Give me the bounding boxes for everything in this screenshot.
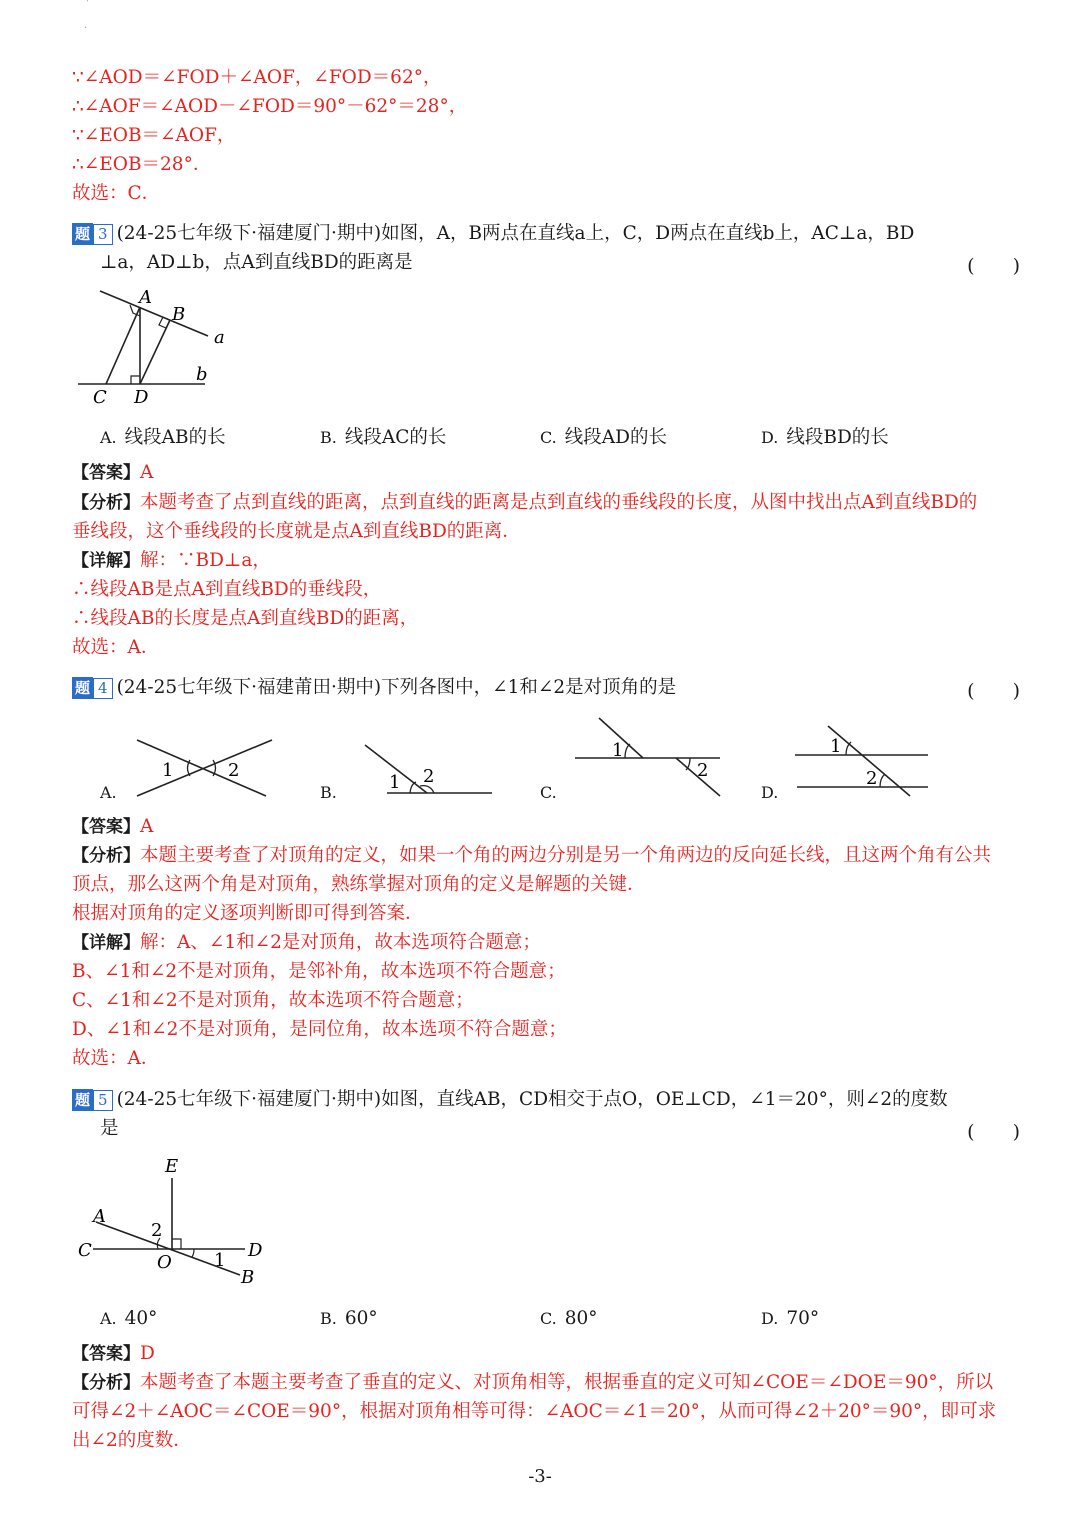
question-3-stem: 题 3 (24-25七年级下·福建厦门·期中)如图，A，B两点在直线a上，C，D两点在直线b上，AC⊥a，BD: [72, 222, 914, 246]
option-c: C. 线段AD的长: [540, 427, 667, 448]
option-c: C. 80°: [540, 1308, 598, 1329]
option-d: D. 线段BD的长: [761, 427, 889, 448]
answer-line: 【答案】A: [72, 816, 154, 837]
fig-label: a: [214, 327, 225, 348]
solution-line: ∵∠EOB＝∠AOF，: [72, 125, 236, 146]
analysis-line: 出∠2的度数．: [72, 1430, 192, 1451]
question-badge: 题 4: [72, 677, 113, 699]
fig-label: O: [157, 1252, 172, 1273]
detail-line: C、∠1和∠2不是对顶角，故本选项不符合题意；: [72, 990, 474, 1011]
detail-line: ∴线段AB的长度是点A到直线BD的距离，: [72, 608, 419, 629]
option-d: D. 70°: [761, 1308, 820, 1329]
final-choice: 故选：A．: [72, 637, 160, 658]
header-mark: ': [86, 0, 89, 9]
fig-label: D: [134, 387, 149, 408]
fig-label: A: [93, 1206, 106, 1227]
fig-label: C: [78, 1240, 92, 1261]
detail-line: 【详解】解：∵BD⊥a，: [72, 550, 271, 571]
question-4-stem: 题 4 (24-25七年级下·福建莆田·期中)下列各图中，∠1和∠2是对顶角的是: [72, 676, 676, 700]
fig-label: C: [93, 387, 107, 408]
fig-label: D: [248, 1240, 263, 1261]
fig-label: b: [196, 364, 208, 385]
answer-line: 【答案】D: [72, 1343, 155, 1364]
answer-line: 【答案】A: [72, 462, 154, 483]
analysis-line: 【分析】本题考查了点到直线的距离，点到直线的距离是点到直线的垂线段的长度，从图中找出点A到直线BD的: [72, 492, 978, 513]
analysis-line: 【分析】本题主要考查了对顶角的定义，如果一个角的两边分别是另一个角两边的反向延长线，且这两个角有公共: [72, 845, 992, 866]
detail-line: ∴线段AB是点A到直线BD的垂线段，: [72, 579, 382, 600]
answer-blank: ( ): [967, 1121, 1020, 1143]
angle-label: 2: [228, 760, 240, 781]
option-b: B. 线段AC的长: [320, 427, 447, 448]
fig-option-d: D.: [761, 783, 779, 802]
answer-blank: ( ): [967, 680, 1020, 702]
fig-option-b: B.: [320, 783, 337, 802]
solution-line: ∴∠AOF＝∠AOD－∠FOD＝90°－62°＝28°，: [72, 96, 468, 117]
angle-label: 1: [389, 772, 401, 793]
solution-line: ∴∠EOB＝28°．: [72, 154, 212, 175]
fig-label: B: [241, 1267, 255, 1288]
angle-label: 1: [830, 736, 842, 757]
fig-label: 2: [151, 1220, 163, 1241]
solution-choice: 故选：C．: [72, 183, 161, 204]
detail-line: 【详解】解：A、∠1和∠2是对顶角，故本选项符合题意；: [72, 932, 541, 953]
solution-line: ∵∠AOD＝∠FOD＋∠AOF，∠FOD＝62°，: [72, 67, 442, 88]
option-b: B. 60°: [320, 1308, 378, 1329]
fig-option-c: C.: [540, 783, 557, 802]
detail-line: D、∠1和∠2不是对顶角，是同位角，故本选项不符合题意；: [72, 1019, 567, 1040]
header-mark: .: [84, 20, 88, 31]
fig-option-a: A.: [100, 783, 117, 802]
angle-label: 2: [423, 766, 435, 787]
question-badge: 题 3: [72, 223, 113, 245]
page-number: -3-: [528, 1466, 552, 1487]
option-a: A. 40°: [100, 1308, 158, 1329]
fig-label: B: [172, 304, 186, 325]
final-choice: 故选：A．: [72, 1048, 160, 1069]
analysis-line: 根据对顶角的定义逐项判断即可得到答案．: [72, 903, 424, 924]
answer-blank: ( ): [967, 255, 1020, 277]
analysis-line: 垂线段，这个垂线段的长度就是点A到直线BD的距离．: [72, 521, 521, 542]
angle-label: 2: [866, 768, 878, 789]
fig-label: 1: [214, 1250, 226, 1271]
fig-label: A: [139, 287, 152, 308]
analysis-line: 【分析】本题考查了本题主要考查了垂直的定义、对顶角相等，根据垂直的定义可知∠COE＝∠DOE＝90°，所以: [72, 1372, 994, 1393]
angle-label: 1: [162, 760, 174, 781]
detail-line: B、∠1和∠2不是对顶角，是邻补角，故本选项不符合题意；: [72, 961, 566, 982]
option-a: A. 线段AB的长: [100, 427, 226, 448]
question-3-stem-cont: ⊥a，AD⊥b，点A到直线BD的距离是: [100, 252, 413, 273]
fig-label: E: [165, 1156, 179, 1177]
angle-label: 1: [612, 740, 624, 761]
question-5-stem: 题 5 (24-25七年级下·福建厦门·期中)如图，直线AB，CD相交于点O，OE⊥CD，∠1＝20°，则∠2的度数: [72, 1088, 948, 1112]
question-badge: 题 5: [72, 1089, 113, 1111]
analysis-line: 顶点，那么这两个角是对顶角，熟练掌握对顶角的定义是解题的关键．: [72, 874, 646, 895]
question-5-stem-cont: 是: [100, 1118, 119, 1139]
analysis-line: 可得∠2＋∠AOC＝∠COE＝90°，根据对顶角相等可得：∠AOC＝∠1＝20°，从而可得∠2＋20°＝90°，即可求: [72, 1401, 997, 1422]
angle-label: 2: [697, 760, 709, 781]
